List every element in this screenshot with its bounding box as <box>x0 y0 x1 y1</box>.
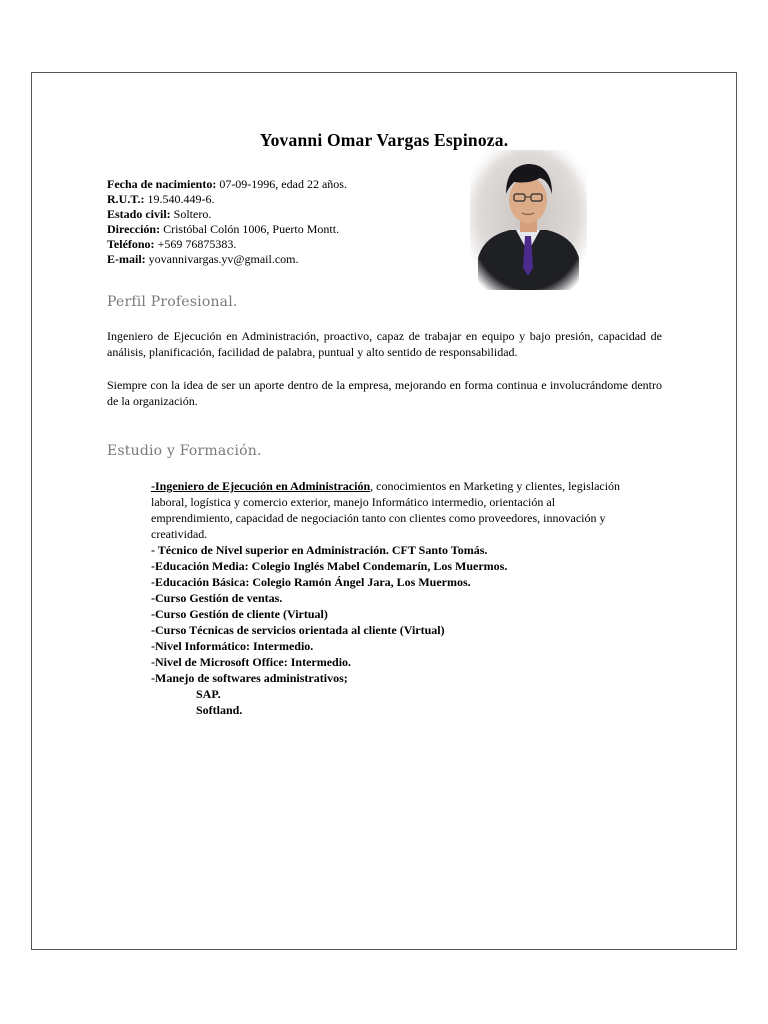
education-item: -Curso Gestión de ventas. <box>151 591 283 605</box>
perfil-heading: Perfil Profesional. <box>107 294 238 310</box>
profile-photo <box>470 150 587 290</box>
portrait-image <box>470 150 587 290</box>
education-item: -Curso Técnicas de servicios orientada al cliente (Virtual) <box>151 623 445 637</box>
education-item: -Educación Media: Colegio Inglés Mabel Condemarín, Los Muermos. <box>151 559 508 573</box>
personal-row-phone <box>107 237 347 252</box>
personal-value: Soltero. <box>170 207 212 221</box>
personal-info <box>107 177 347 267</box>
personal-label: Estado civil: <box>107 207 171 221</box>
perfil-paragraph-1: Ingeniero de Ejecución en Administración, proactivo, capaz de trabajar en equipo y bajo presión, capacidad de análisis, planificación, facilidad de palabra, puntual y alto sentido de responsabilidad. <box>107 329 662 359</box>
personal-row-civil-status <box>107 207 347 222</box>
personal-row-email <box>107 252 347 267</box>
personal-label: Teléfono: <box>107 237 155 251</box>
personal-row-address <box>107 222 347 237</box>
personal-label: Dirección: <box>107 222 161 236</box>
personal-label: R.U.T.: <box>107 192 145 206</box>
personal-label: Fecha de nacimiento: <box>107 177 217 191</box>
personal-label: E-mail: <box>107 252 146 266</box>
education-item: -Nivel de Microsoft Office: Intermedio. <box>151 655 352 669</box>
personal-value: Cristóbal Colón 1006, Puerto Montt. <box>160 222 340 236</box>
software-item: SAP. <box>196 687 221 701</box>
education-item: -Nivel Informático: Intermedio. <box>151 639 314 653</box>
education-entry-degree <box>151 478 636 542</box>
education-item: - Técnico de Nivel superior en Administración. CFT Santo Tomás. <box>151 543 488 557</box>
personal-value: 07-09-1996, edad 22 años. <box>216 177 347 191</box>
education-list <box>151 478 636 718</box>
degree-title: -Ingeniero de Ejecución en Administración <box>151 479 371 493</box>
personal-row-rut <box>107 192 347 207</box>
perfil-paragraph-2: Siempre con la idea de ser un aporte dentro de la empresa, mejorando en forma continua e involucrándome dentro de la organización. <box>107 378 662 408</box>
education-item: -Educación Básica: Colegio Ramón Ángel Jara, Los Muermos. <box>151 575 471 589</box>
personal-value: yovannivargas.yv@gmail.com. <box>145 252 299 266</box>
estudio-heading: Estudio y Formación. <box>107 443 262 459</box>
personal-value: +569 76875383. <box>154 237 237 251</box>
resume-title: Yovanni Omar Vargas Espinoza. <box>259 130 509 150</box>
education-item: -Manejo de softwares administrativos; <box>151 671 348 685</box>
software-item: Softland. <box>196 703 243 717</box>
education-item: -Curso Gestión de cliente (Virtual) <box>151 607 328 621</box>
personal-value: 19.540.449-6. <box>144 192 215 206</box>
personal-row-birthdate <box>107 177 347 192</box>
degree-description: , conocimientos en Marketing y clientes, legislación laboral, logística y comercio exterior, manejo Informático intermedio, orientación al emprendimiento, capacidad de negociación tanto con clientes como proveedores, innovación y creatividad. <box>151 479 621 541</box>
